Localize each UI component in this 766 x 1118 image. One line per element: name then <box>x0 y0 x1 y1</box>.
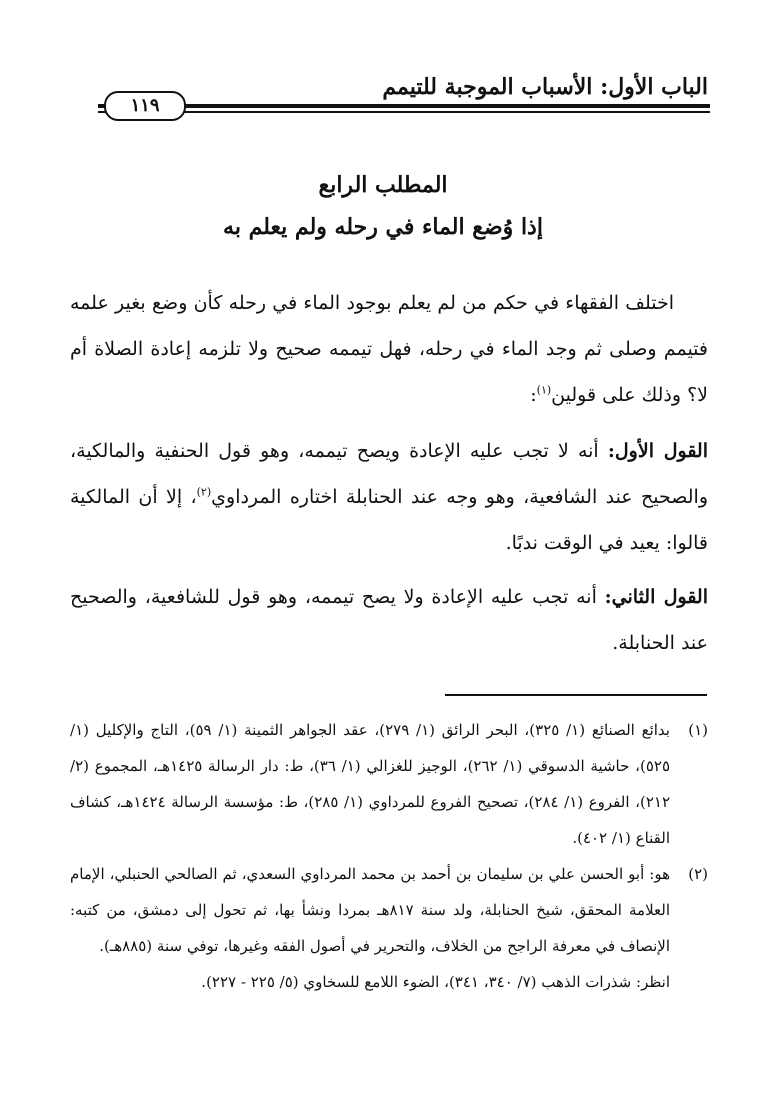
first-opinion-paragraph <box>70 428 708 566</box>
footnote-text: هو: أبو الحسن علي بن سليمان بن أحمد بن محمد المرداوي السعدي، ثم الصالحي الحنبلي، الإمام العلامة المحقق، شيخ الحنابلة، ولد سنة ٨١٧هـ بمردا ونشأ بها، ثم تحول إلى دمشق، من كتبه: الإنصاف في معرفة الراجح من الخلاف، والتحرير في أصول الفقه وغيرها، توفي سنة (٨٨٥هـ). <box>70 865 670 955</box>
first-opinion-text: أنه لا تجب عليه الإعادة ويصح تيممه، وهو قول الحنفية والمالكية، والصحيح عند الشافعية، وهو وجه عند الحنابلة اختاره المرداوي <box>70 440 708 508</box>
intro-text: اختلف الفقهاء في حكم من لم يعلم بوجود الماء في رحله كأن وضع بغير علمه فتيمم وصلى ثم وجد الماء في رحله، فهل تيممه صحيح ولا تلزمه إعادة الصلاة أم لا؟ وذلك على قولين <box>70 292 708 406</box>
footnote-item <box>70 712 708 856</box>
footnote-item <box>70 856 708 964</box>
header-rule <box>98 104 710 108</box>
first-opinion-label: القول الأول: <box>607 440 708 462</box>
footnote-number: (٢) <box>688 865 708 883</box>
second-opinion-paragraph <box>70 574 708 666</box>
footnotes <box>70 712 708 1000</box>
first-opinion-text-end: ، إلا أن المالكية قالوا: يعيد في الوقت ندبًا. <box>70 486 708 554</box>
footnote-separator <box>445 694 707 696</box>
page-number: ١١٩ <box>104 91 186 121</box>
intro-colon: : <box>530 384 537 406</box>
second-opinion-text: أنه تجب عليه الإعادة ولا يصح تيممه، وهو قول للشافعية، والصحيح عند الحنابلة. <box>70 586 708 654</box>
footnote-ref-1[interactable]: (١) <box>536 383 552 397</box>
header-rule-thin <box>98 111 710 113</box>
footnote-sources: انظر: شذرات الذهب (٧/ ٣٤٠، ٣٤١)، الضوء اللامع للسخاوي (٥/ ٢٢٥ - ٢٢٧). <box>201 973 670 991</box>
second-opinion-label: القول الثاني: <box>604 586 708 608</box>
intro-paragraph <box>70 280 708 418</box>
footnote-ref-2[interactable]: (٢) <box>196 485 212 499</box>
running-title: الباب الأول: الأسباب الموجبة للتيمم <box>382 74 708 100</box>
section-title: المطلب الرابع <box>318 172 448 198</box>
footnote-text: بدائع الصنائع (١/ ٣٢٥)، البحر الرائق (١/ ٢٧٩)، عقد الجواهر الثمينة (١/ ٥٩)، التاج والإكليل (١/ ٥٢٥)، حاشية الدسوقي (١/ ٢٦٢)، الوجيز للغزالي (١/ ٣٦)، ط: دار الرسالة ١٤٢٥هـ، المجموع (٢/ ٢١٢)، الفروع (١/ ٢٨٤)، تصحيح الفروع للمرداوي (١/ ٢٨٥)، ط: مؤسسة الرسالة ١٤٢٤هـ، كشاف القناع (١/ ٤٠٢). <box>70 721 671 847</box>
section-subtitle: إذا وُضع الماء في رحله ولم يعلم به <box>223 214 543 240</box>
footnote-number: (١) <box>688 721 708 739</box>
